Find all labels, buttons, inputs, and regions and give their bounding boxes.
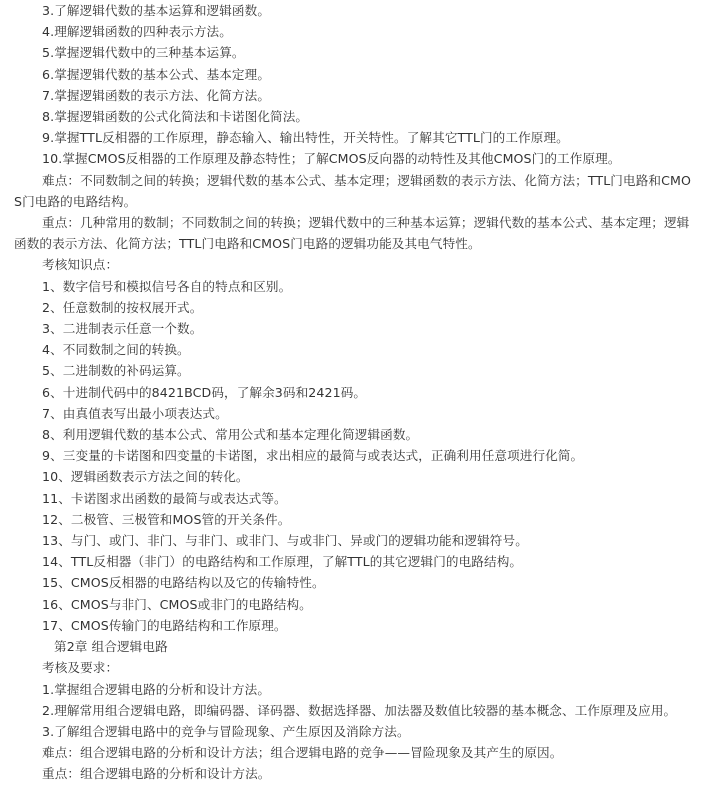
knowledge-item-10: 10、逻辑函数表示方法之间的转化。 (42, 469, 249, 485)
knowledge-item-7: 7、由真值表写出最小项表达式。 (42, 405, 228, 421)
key-points: 重点：几种常用的数制；不同数制之间的转换；逻辑代数中的三种基本运算；逻辑代数的基本公式、基本定理；逻辑函数的表示方法、化简方法；TTL门电路和CMOS门电路的逻辑功能及其电气特性。 (14, 215, 690, 252)
objective-4: 4.理解逻辑函数的四种表示方法。 (42, 24, 232, 40)
knowledge-item-2: 2、任意数制的按权展开式。 (42, 299, 203, 315)
knowledge-item-14: 14、TTL反相器（非门）的电路结构和工作原理，了解TTL的其它逻辑门的电路结构。 (42, 554, 523, 570)
knowledge-item-17: 17、CMOS传输门的电路结构和工作原理。 (42, 617, 287, 633)
objective-6: 6.掌握逻辑代数的基本公式、基本定理。 (42, 66, 271, 82)
chapter-2-objective-2: 2.理解常用组合逻辑电路，即编码器、译码器、数据选择器、加法器及数值比较器的基本概念、工作原理及应用。 (42, 702, 677, 718)
knowledge-item-8: 8、利用逻辑代数的基本公式、常用公式和基本定理化简逻辑函数。 (42, 427, 419, 443)
objective-3: 3.了解逻辑代数的基本运算和逻辑函数。 (42, 3, 271, 18)
chapter-2-difficult-points: 难点：组合逻辑电路的分析和设计方法；组合逻辑电路的竞争——冒险现象及其产生的原因。 (42, 745, 563, 761)
knowledge-item-15: 15、CMOS反相器的电路结构以及它的传输特性。 (42, 575, 325, 591)
knowledge-item-6: 6、十进制代码中的8421BCD码，了解余3码和2421码。 (42, 384, 367, 400)
chapter-2-key-points: 重点：组合逻辑电路的分析和设计方法。 (42, 766, 271, 782)
chapter-2-objective-3: 3.了解组合逻辑电路中的竞争与冒险现象、产生原因及消除方法。 (42, 723, 410, 739)
knowledge-item-5: 5、二进制数的补码运算。 (42, 363, 190, 379)
chapter-2-requirements-heading: 考核及要求： (42, 660, 119, 676)
objective-9: 9.掌握TTL反相器的工作原理，静态输入、输出特性，开关特性。了解其它TTL门的工作原理。 (42, 130, 569, 146)
knowledge-item-3: 3、二进制表示任意一个数。 (42, 321, 203, 337)
objective-8: 8.掌握逻辑函数的公式化简法和卡诺图化简法。 (42, 109, 309, 125)
knowledge-item-9: 9、三变量的卡诺图和四变量的卡诺图，求出相应的最简与或表达式，正确利用任意项进行化简。 (42, 448, 584, 464)
knowledge-item-1: 1、数字信号和模拟信号各自的特点和区别。 (42, 278, 292, 294)
knowledge-points-heading: 考核知识点： (42, 257, 119, 273)
knowledge-item-11: 11、卡诺图求出函数的最简与或表达式等。 (42, 490, 287, 506)
objective-7: 7.掌握逻辑函数的表示方法、化简方法。 (42, 87, 271, 103)
knowledge-item-12: 12、二极管、三极管和MOS管的开关条件。 (42, 511, 291, 527)
knowledge-item-4: 4、不同数制之间的转换。 (42, 342, 190, 358)
chapter-2-objective-1: 1.掌握组合逻辑电路的分析和设计方法。 (42, 681, 271, 697)
objective-10: 10.掌握CMOS反相器的工作原理及静态特性；了解CMOS反向器的动特性及其他CMOS门的工作原理。 (42, 151, 621, 167)
difficult-points: 难点：不同数制之间的转换；逻辑代数的基本公式、基本定理；逻辑函数的表示方法、化简方法；TTL门电路和CMOS门电路的电路结构。 (14, 172, 691, 209)
objective-5: 5.掌握逻辑代数中的三种基本运算。 (42, 45, 245, 61)
knowledge-item-16: 16、CMOS与非门、CMOS或非门的电路结构。 (42, 596, 312, 612)
knowledge-item-13: 13、与门、或门、非门、与非门、或非门、与或非门、异或门的逻辑功能和逻辑符号。 (42, 533, 528, 549)
chapter-2-title: 第2章 组合逻辑电路 (54, 639, 168, 655)
